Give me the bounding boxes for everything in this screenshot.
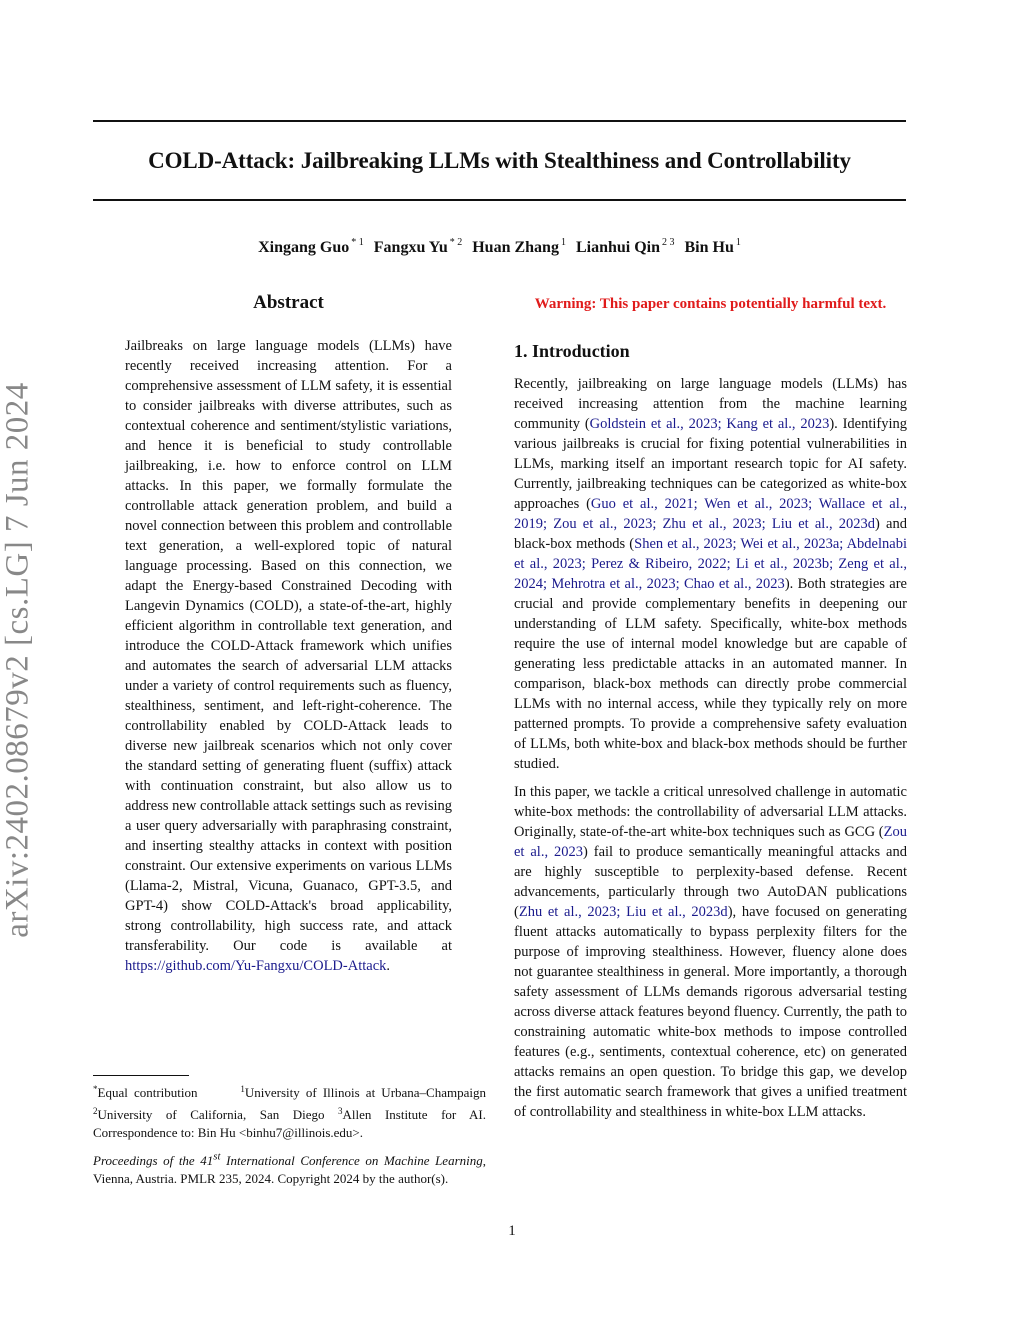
affiliation-footnote	[93, 1080, 486, 1142]
affiliation-2: University of California, San Diego	[97, 1107, 325, 1122]
paragraph-text: ). Both strategies are crucial and provide complementary benefits in deepening our understanding of LLM safety. Specifically, white-box methods require the use of internal model knowledge but are capable of generating less predictable attacks in an automated manner. In comparison, black-box methods can directly probe commercial LLMs with no internal access, while they typically rely on more patterned prompts. To provide a comprehensive safety evaluation of LLMs, both white-box and black-box methods should be further studied.	[514, 576, 907, 772]
author-affiliation-marker: * 1	[351, 237, 364, 248]
left-column	[125, 290, 452, 976]
affiliation-1: University of Illinois at Urbana–Champaign	[244, 1085, 486, 1100]
paragraph-text: Recently, jailbreaking on large language models (LLMs) has received increasing attention from the machine learning community (	[514, 376, 907, 432]
ordinal-suffix: st	[213, 1151, 221, 1163]
equal-contribution-note: Equal contribution	[97, 1085, 198, 1100]
author-affiliation-marker: 2 3	[662, 237, 675, 248]
author-affiliation-marker: 1	[735, 237, 741, 248]
paragraph-text: ). Identifying various jailbreaks is crucial for fixing potential vulnerabilities in LLMs, marking itself an important research topic for AI safety. Currently, jailbreaking techniques can be categorized as white-box approaches (	[514, 416, 907, 512]
author	[374, 239, 462, 256]
proceedings-details: , Vienna, Austria. PMLR 235, 2024. Copyright 2024 by the author(s).	[93, 1153, 486, 1187]
harmful-content-warning: Warning: This paper contains potentially harmful text.	[534, 296, 887, 312]
page-number: 1	[508, 1223, 516, 1239]
paragraph-text: In this paper, we tackle a critical unresolved challenge in automatic white-box methods: the controllability of adversarial LLM attacks. Originally, state-of-the-art white-box techniques such as GCG (	[514, 784, 907, 840]
paper-title: COLD-Attack: Jailbreaking LLMs with Stealthiness and Controllability	[148, 148, 851, 173]
citation-link[interactable]: Zou et al., 2023	[514, 824, 907, 860]
abstract-heading: Abstract	[253, 292, 324, 313]
abstract-body	[125, 336, 452, 976]
introduction-paragraph-1	[514, 374, 907, 774]
footnote-marker: *	[93, 1084, 98, 1094]
footnote-marker: 1	[240, 1084, 245, 1094]
author-name: Fangxu Yu	[373, 239, 448, 256]
proceedings-note	[93, 1148, 486, 1188]
citation-link[interactable]: Shen et al., 2023; Wei et al., 2023a; Abdelnabi et al., 2023; Perez & Ribeiro, 2022; Li et al., 2023b; Zeng et al., 2024; Mehrotra et al., 2023; Chao et al., 2023	[514, 536, 907, 592]
author-list	[93, 237, 906, 257]
footnote-rule	[93, 1075, 189, 1076]
abstract-text: Jailbreaks on large language models (LLMs) have recently received increasing attention. For a comprehensive assessment of LLM safety, it is essential to consider jailbreaks with diverse attributes, such as contextual coherence and sentiment/stylistic variations, and hence it is beneficial to study controllable jailbreaking, i.e. how to enforce control on LLM attacks. In this paper, we formally formulate the controllable attack generation problem, and build a novel connection between this problem and controllable text generation, a well-explored topic of natural language processing. Based on this connection, we adapt the Energy-based Constrained Decoding with Langevin Dynamics (COLD), a state-of-the-art, highly efficient algorithm in controllable text generation, and introduce the COLD-Attack framework which unifies and automates the search of adversarial LLM attacks under a variety of control requirements such as fluency, stealthiness, sentiment, and left-right-coherence. The controllability enabled by COLD-Attack leads to diverse new jailbreak scenarios which not only cover the standard setting of generating fluent (suffix) attack with continuation constraint, but also allow us to address new controllable attack settings such as revising a user query adversarially with paraphrasing constraint, and inserting stealthy attacks in context with position constraint. Our extensive experiments on various LLMs (Llama-2, Mistral, Vicuna, Guanaco, GPT-3.5, and GPT-4) show COLD-Attack's broad applicability, strong controllability, high success rate, and attack transferability. Our code is available at	[125, 338, 452, 954]
paragraph-text: ) and black-box methods (	[514, 516, 907, 552]
abstract-end-period: .	[386, 958, 391, 974]
title-bottom-rule	[93, 199, 906, 201]
introduction-paragraph-2	[514, 782, 907, 1122]
code-repository-link[interactable]: https://github.com/Yu-Fangxu/COLD-Attack	[125, 958, 387, 974]
author	[685, 239, 741, 256]
author	[258, 239, 364, 256]
paragraph-text: ), have focused on generating fluent attacks automatically to bypass perplexity filters for the purpose of improving stealthiness. However, fluency alone does not guarantee stealthiness in general. More importantly, a thorough safety assessment of LLMs demands rigorous adversarial testing across diverse attack features beyond fluency. Currently, the path to constraining automatic white-box methods to impose controlled features (e.g., sentiments, contextual coherence, etc) on generated attacks remains an open question. To bridge this gap, we develop the first automatic search framework that gives a unified treatment of controllability and stealthiness in white-box LLM attacks.	[514, 904, 907, 1120]
introduction-heading: 1. Introduction	[514, 341, 630, 361]
footnote-marker: 3	[338, 1106, 343, 1116]
author-name: Bin Hu	[684, 239, 734, 256]
citation-link[interactable]: Zhu et al., 2023; Liu et al., 2023d	[518, 904, 728, 920]
proceedings-venue-tail: International Conference on Machine Learning	[220, 1153, 483, 1169]
proceedings-venue: Proceedings of the 41	[93, 1153, 214, 1169]
footnote-marker: 2	[93, 1106, 98, 1116]
right-column	[514, 290, 907, 1130]
author-affiliation-marker: * 2	[449, 237, 463, 248]
title-top-rule	[93, 120, 906, 122]
citation-link[interactable]: Goldstein et al., 2023; Kang et al., 2023	[589, 416, 830, 432]
citation-link[interactable]: Guo et al., 2021; Wen et al., 2023; Wallace et al., 2019; Zou et al., 2023; Zhu et al., 2023; Liu et al., 2023d	[514, 496, 908, 532]
author-name: Lianhui Qin	[575, 239, 660, 256]
affiliation-3-correspondence: Allen Institute for AI. Correspondence to: Bin Hu <binhu7@illinois.edu>.	[93, 1107, 487, 1140]
author-name: Huan Zhang	[472, 239, 559, 256]
arxiv-identifier: arXiv:2402.08679v2 [cs.LG] 7 Jun 2024	[0, 382, 36, 938]
author-name: Xingang Guo	[258, 239, 350, 256]
paragraph-text: ) fail to produce semantically meaningful attacks and are highly susceptible to perplexity-based defense. Recent advancements, particularly through two AutoDAN publications (	[514, 844, 907, 920]
author	[576, 239, 675, 256]
author-affiliation-marker: 1	[560, 237, 566, 248]
author	[472, 239, 566, 256]
